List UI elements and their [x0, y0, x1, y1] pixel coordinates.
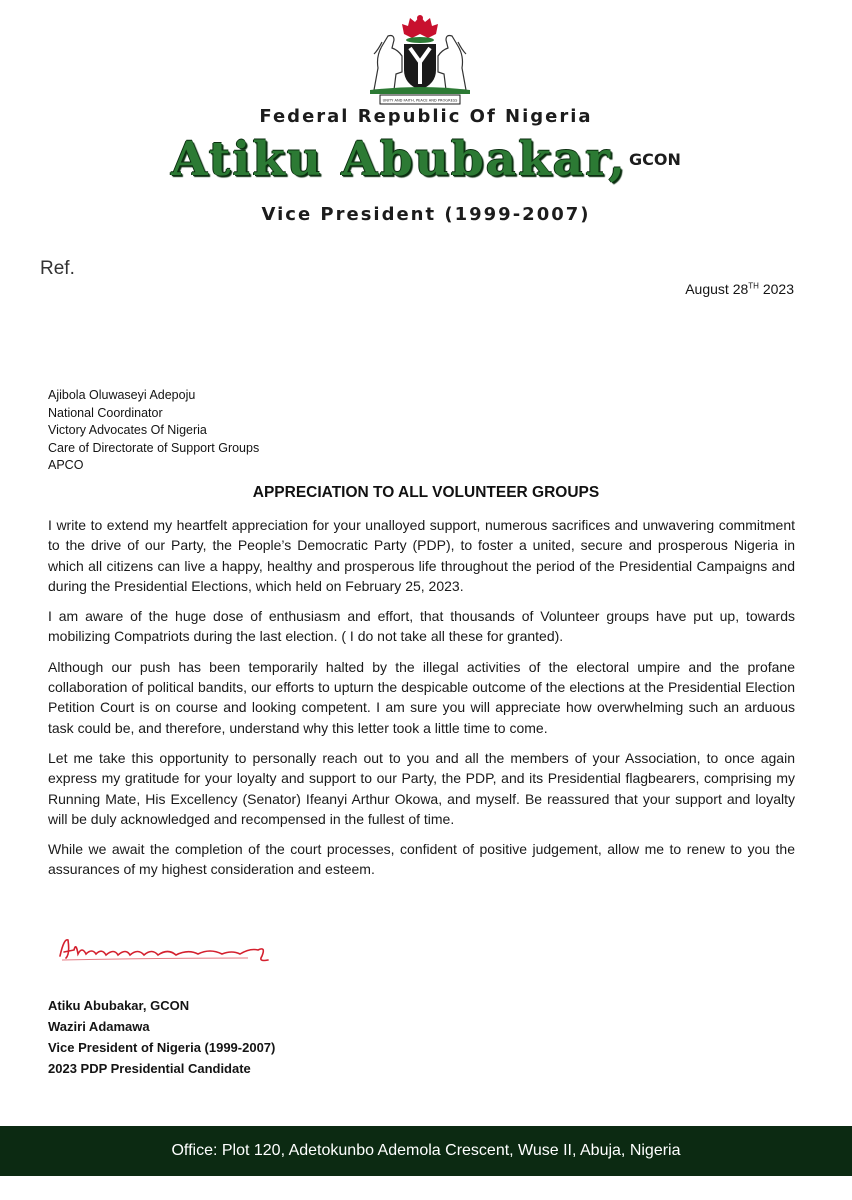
- letterhead-name-row: [0, 132, 852, 187]
- letter-title: APPRECIATION TO ALL VOLUNTEER GROUPS: [252, 484, 600, 501]
- right-horse-icon: [438, 36, 466, 91]
- letter-body: [48, 515, 795, 890]
- signoff-line: Vice President of Nigeria (1999-2007): [48, 1040, 276, 1055]
- recipient-line: Victory Advocates Of Nigeria: [48, 423, 207, 437]
- office-footer: [0, 1126, 852, 1176]
- left-horse-icon: [374, 36, 402, 91]
- body-paragraph: I am aware of the huge dose of enthusiasm and effort, that thousands of Volunteer groups have put up, towards mobilizing Compatriots during the last election. ( I do not take all these for granted).: [48, 608, 795, 645]
- emblem-motto: UNITY AND FAITH, PEACE AND PROGRESS: [382, 98, 458, 103]
- body-paragraph: I write to extend my heartfelt appreciation for your unalloyed support, numerous sacrifices and unwavering commitment to the drive of our Party, the People’s Democratic Party (PDP), to foster a united, secure and prosperous Nigeria in which all citizens can live a happy, healthy and prosperous life throughout the period of the Presidential Campaigns and during the Presidential Elections, which held on February 25, 2023.: [48, 517, 795, 594]
- letterhead-honour: GCON: [628, 150, 681, 169]
- recipient-line: Care of Directorate of Support Groups: [48, 440, 260, 455]
- recipient-line: Ajibola Oluwaseyi Adepoju: [48, 388, 196, 402]
- body-paragraph: Although our push has been temporarily halted by the illegal activities of the electoral umpire and the profane collaboration of political bandits, our efforts to upturn the despicable outcome of the elections at the Presidential Election Petition Court is on course and looking competent. I am sure you will appreciate how overwhelming such an arduous task could be, and therefore, understand why this letter took a little time to come.: [48, 658, 795, 736]
- signoff-block: [48, 995, 275, 1079]
- recipient-line: National Coordinator: [48, 405, 163, 420]
- letter-date: [685, 281, 794, 297]
- letterhead-country: Federal Republic Of Nigeria: [259, 106, 593, 127]
- recipient-line: APCO: [48, 458, 84, 472]
- date-suffix: TH: [748, 281, 759, 291]
- body-paragraph: While we await the completion of the court processes, confident of positive judgement, allow me to renew to you the assurances of my highest consideration and esteem.: [48, 841, 795, 878]
- signoff-line: 2023 PDP Presidential Candidate: [48, 1061, 251, 1076]
- handwritten-signature: [58, 928, 278, 968]
- letterhead-office: Vice President (1999-2007): [261, 204, 591, 225]
- signoff-line: Atiku Abubakar, GCON: [48, 998, 190, 1013]
- coat-of-arms-emblem: [360, 10, 480, 106]
- body-paragraph: Let me take this opportunity to personally reach out to you and all the members of your Association, to once again express my gratitude for your loyalty and support to our Party, the PDP, and its Presidential flagbearers, comprising my Running Mate, His Excellency (Senator) Ifeanyi Arthur Okowa, and myself. Be reassured that your support and loyalty will be duly acknowledged and recompensed in the fullest of time.: [48, 749, 795, 827]
- eagle-icon: [402, 15, 438, 38]
- letterhead-name: Atiku Abubakar,: [171, 132, 627, 187]
- date-year: 2023: [762, 281, 794, 297]
- date-text: August 28: [685, 281, 749, 297]
- ref-label: Ref.: [40, 258, 75, 279]
- office-address: Office: Plot 120, Adetokunbo Ademola Crescent, Wuse II, Abuja, Nigeria: [171, 1142, 681, 1159]
- signoff-line: Waziri Adamawa: [48, 1019, 150, 1034]
- shield-icon: [404, 44, 436, 90]
- recipient-address: [48, 387, 259, 475]
